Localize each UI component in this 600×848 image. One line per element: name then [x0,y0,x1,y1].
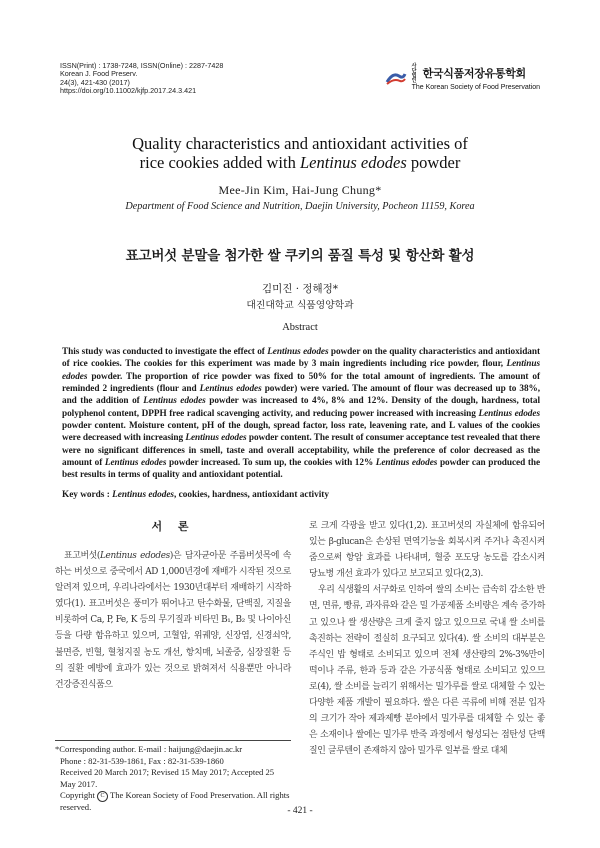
abstract-text: powder content. Moisture content, pH of the dough, spread factor, loss rate, leavening rate, and L values of the cookies were decreased with increasing [62,421,540,444]
paragraph: 로 크게 각광을 받고 있다(1,2). 표고버섯의 자실체에 함유되어 있는 β-glucan은 손상된 면역기능을 회복시켜 주거나 촉진시켜 줌으로써 항암 효과를 나타내며, 혈중 포도당 농도를 감소시켜 당뇨병 개선 효과가 있다고 보고되고 있다(2,3). [309,521,545,580]
abstract-species: Lentinus edodes [267,347,329,357]
copyright-icon: C [97,791,108,802]
abstract-text: This study was conducted to investigate the effect of [62,347,268,357]
received-dates: Received 20 March 2017; Revised 15 May 2017; Accepted 25 May 2017. [60,767,275,789]
abstract-species: Lentinus edodes [375,458,438,469]
abstract-text: powder can produced the best results in terms of quality and antioxidant potential. [62,458,541,481]
footnote [55,744,291,814]
abstract-species: Lentinus edodes [478,408,540,419]
journal-header [60,62,223,96]
copyright-prefix: Copyright [60,790,98,801]
body-column-left [55,548,291,693]
title-species: Lentinus edodes [299,153,407,172]
copyright-text: The Korean Society of Food Preservation. All rights reserved. [60,790,290,812]
affiliation-korean: 대진대학교 식품영양학과 [246,300,354,311]
abstract-text: powder. The proportion of rice powder was fixed to 50% for the total amount of ingredients. The amount of reminded 2 ingredients (flour and [62,371,540,395]
logo-korean-name: 한국식품저장유통학회 [422,67,526,80]
affiliation-english: Department of Food Science and Nutrition, Daejin University, Pocheon 11159, Korea [125,201,475,212]
abstract-text: powder content. The result of consumer acceptance test revealed that there were no significant differences in smell, taste and overall acceptability, while the preference of color decreased as the amount of [62,433,540,469]
paragraph-species: Lentinus edodes [100,551,170,561]
title-line-2 [0,153,600,172]
abstract-text: powder) were varied. The amount of flour was decreased up to 38%, and the addition of [62,384,540,407]
society-logo [385,64,540,92]
abstract-species: Lentinus edodes [185,433,247,444]
abstract-species: Lentinus edodes [199,384,262,395]
abstract-text: powder was increased to 4%, 8% and 12%. Density of the dough, hardness, total polyphenol content, DPPH free radical scavenging activity, and reducing power increased with increasing [62,396,541,419]
keywords-label: Key words : [62,490,110,500]
journal-name: Korean J. Food Preserv. [60,69,138,79]
paragraph-text: 표고버섯( [64,551,101,561]
title-line-2-prefix: rice cookies added with [139,153,300,172]
society-logo-icon [385,70,407,86]
doi-link[interactable]: https://doi.org/10.11002/kjfp.2017.24.3.421 [60,86,197,96]
title-line-1: Quality characteristics and antioxidant activities of [132,134,468,153]
paragraph [55,548,291,693]
logo-english-name: The Korean Society of Food Preservation [411,84,540,91]
abstract-heading: Abstract [282,322,318,333]
authors-korean: 김미진 · 정해정* [261,283,339,295]
keywords-species: Lentinus edodes [112,490,175,500]
title-line-2-suffix: powder [406,153,461,172]
authors-english: Mee-Jin Kim, Hai-Jung Chung* [218,183,382,197]
abstract-text: powder on the quality characteristics and antioxidant of rice cookies. The cookies for this experiment was made by 3 main ingredients including rice powder, flour, [62,347,540,370]
paragraph: 우리 식생활의 서구화로 인하여 쌀의 소비는 급속히 감소한 반면, 면류, 빵류, 과자류와 같은 밀 가공제품 소비량은 계속 증가하고 있으나 쌀 생산량은 크게 줄지 않고 있으므로 국내 쌀 소비를 촉진하는 전략이 절실히 요구되고 있다(4). 쌀 소비의 대부분은 주식인 밥 형태로 소비되고 있으며 전체 생산량의 2%-3%만이 떡이나 주류, 한과 등과 같은 가공식품 형태로 소비되고 있으므로(4), 쌀 소비를 늘리기 위해서는 밀가루를 쌀로 대체할 수 있는 다양한 제품 개발이 필요하다. 쌀은 다른 곡류에 비해 전분 입자의 크기가 작아 제과제빵 분야에서 밀가루를 대체할 수 있는 좋은 소재이나 쌀에는 밀가루 반죽 과정에서 형성되는 점탄성 단백질인 글루텐이 존재하지 않아 밀가루 일부를 쌀로 대체 [309,585,545,757]
title-korean: 표고버섯 분말을 첨가한 쌀 쿠키의 품질 특성 및 항산화 활성 [125,248,475,264]
abstract-body [62,346,540,482]
article-title [0,134,600,172]
contact-phone: Phone : 82-31-539-1861, Fax : 82-31-539-1860 [60,755,224,766]
logo-small-label: 사단 법인 [411,63,417,84]
footnote-divider [55,740,291,741]
keywords-rest: , cookies, hardness, antioxidant activity [174,490,329,500]
page-number: - 421 - [287,806,313,816]
abstract-species: Lentinus edodes [62,359,540,382]
body-column-right [309,518,545,759]
keywords [62,490,540,500]
abstract-species: Lentinus edodes [143,396,206,407]
abstract-species: Lentinus edodes [104,458,167,469]
corresponding-author: *Corresponding author. E-mail : haijung@daejin.ac.kr [55,744,243,754]
paragraph-text: )은 담자균아문 주름버섯목에 속하는 버섯으로 중국에서 AD 1,000년경에 재배가 시작된 것으로 알려져 있으며, 우리나라에서는 1930년대부터 재배하기 시작하였다(1). 표고버섯은 풍미가 뛰어나고 탄수화물, 단백질, 지질을 비롯하여 Ca, P, Fe, K 등의 무기질과 비타민 B₁, B₂ 및 나이아신 등을 다량 함유하고 있으며, 고혈압, 위궤양, 신장염, 신경쇠약, 불면증, 빈혈, 혈청지질 농도 개선, 항치매, 뇌졸중, 심장질환 등의 질환 예방에 효과가 있는 것으로 밝혀져서 식용뿐만 아니라 건강증진식품으 [55,551,291,690]
abstract-text: powder increased. To sum up, the cookies with 12% [166,458,376,469]
section-heading-introduction: 서 론 [151,520,195,533]
issn-line: ISSN(Print) : 1738-7248, ISSN(Online) : 2287-7428 [60,61,224,70]
volume-info: 24(3), 421-430 (2017) [60,77,130,87]
